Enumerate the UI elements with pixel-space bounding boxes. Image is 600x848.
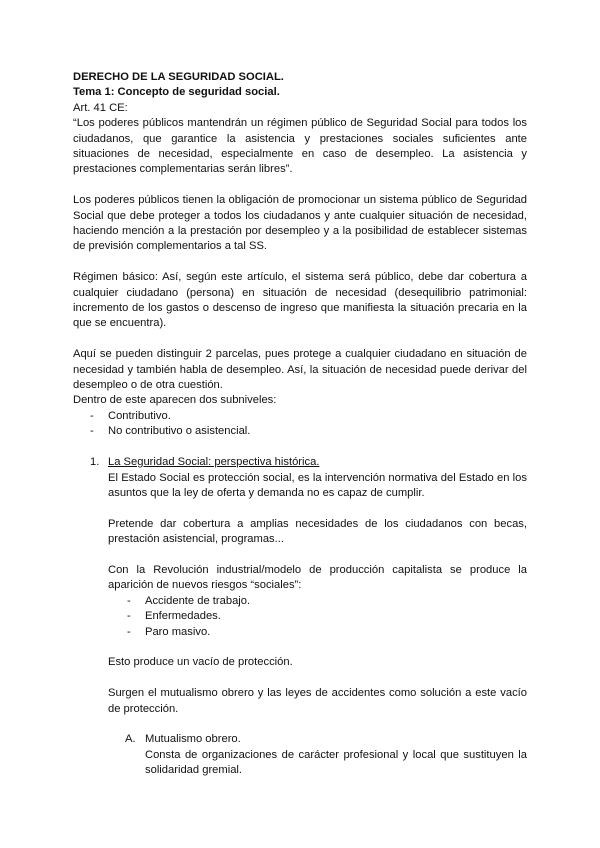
paragraph-obligation: Los poderes públicos tienen la obligación de promocionar un sistema público de Seguridad Social que debe proteger a todos los ciudadanos y ante cualquier situación de necesidad, haciendo mención a la prestación por desempleo y a la posibilidad de establecer sistemas de previsión complementarios a tal SS. bbox=[73, 194, 527, 253]
section-paragraph: Esto produce un vacío de protección. bbox=[108, 656, 293, 669]
list-item: - No contributivo o asistencial. bbox=[73, 424, 527, 439]
subsection-mutualismo bbox=[108, 732, 527, 778]
subsection-text: Consta de organizaciones de carácter profesional y local que sustituyen la solidaridad gremial. bbox=[145, 748, 527, 777]
section-paragraph: Surgen el mutualismo obrero y las leyes de accidentes como solución a este vacío de protección. bbox=[108, 687, 527, 715]
article-quote: “Los poderes públicos mantendrán un régimen público de Seguridad Social para todos los ciudadanos, que garantice la asistencia y prestaciones sociales suficientes ante situaciones de necesidad, especialmente en caso de desempleo. La asistencia y prestaciones complementarias serán libres”. bbox=[73, 117, 527, 176]
paragraph-subniveles: Dentro de este aparecen dos subniveles: bbox=[73, 394, 277, 407]
section-paragraph: Con la Revolución industrial/modelo de producción capitalista se produce la aparición de nuevos riesgos “sociales”: bbox=[108, 563, 527, 592]
article-reference: Art. 41 CE: bbox=[73, 101, 128, 114]
paragraph-parcelas: Aquí se pueden distinguir 2 parcelas, pues protege a cualquier ciudadano en situación de necesidad y también habla de desempleo. Así, la situación de necesidad puede derivar del desempleo o de otra cuestión. bbox=[73, 348, 527, 392]
list-item: - Contributivo. bbox=[73, 409, 527, 424]
paragraph-regimen-basico: Régimen básico: Así, según este artículo, el sistema será público, debe dar cobertura a cualquier ciudadano (persona) en situación de necesidad (desequilibrio patrimonial: incremento de los gastos o descenso de ingreso que manifiesta la situación precaria en la que se encuentra). bbox=[73, 271, 527, 330]
section-number: 1. bbox=[90, 456, 100, 469]
subniveles-list bbox=[73, 409, 527, 440]
section-paragraph: Pretende dar cobertura a amplias necesidades de los ciudadanos con becas, prestación asistencial, programas... bbox=[108, 517, 527, 546]
document-body bbox=[73, 70, 527, 779]
section-historical-perspective bbox=[73, 455, 527, 778]
section-heading: La Seguridad Social: perspectiva histórica. bbox=[108, 456, 320, 469]
document-subtitle: Tema 1: Concepto de seguridad social. bbox=[73, 86, 280, 99]
list-item: - Enfermedades. bbox=[108, 609, 527, 624]
riesgos-list bbox=[108, 594, 527, 640]
subsection-title: Mutualismo obrero. bbox=[145, 733, 241, 746]
list-item: - Paro masivo. bbox=[108, 625, 527, 640]
list-item: - Accidente de trabajo. bbox=[108, 594, 527, 609]
section-paragraph: El Estado Social es protección social, es la intervención normativa del Estado en los asuntos que la ley de oferta y demanda no es capaz de cumplir. bbox=[108, 471, 527, 499]
subsection-letter: A. bbox=[125, 733, 136, 746]
document-title: DERECHO DE LA SEGURIDAD SOCIAL. bbox=[73, 71, 284, 83]
